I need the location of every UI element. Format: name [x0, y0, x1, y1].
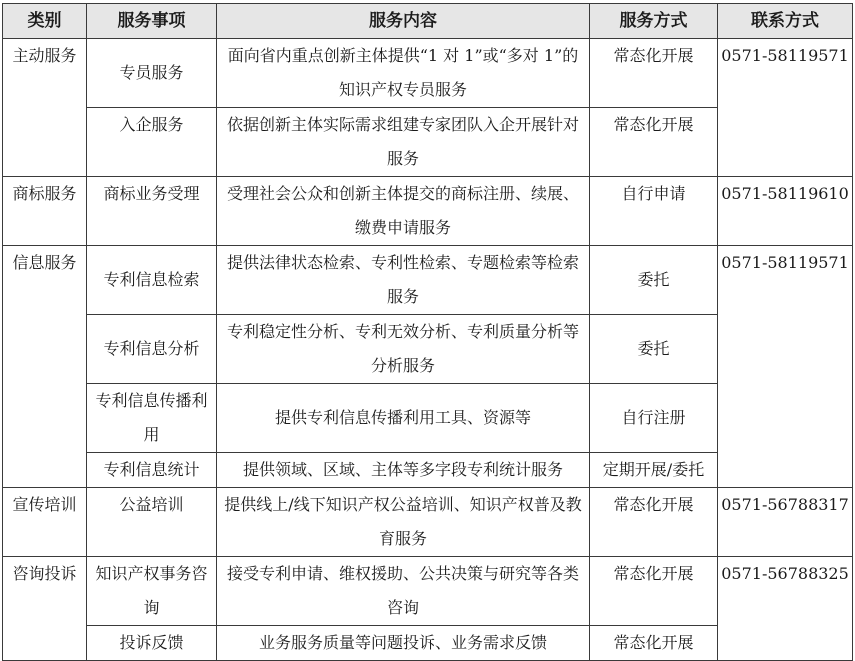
- service-item-cell: 投诉反馈: [87, 626, 217, 661]
- service-mode-cell: 常态化开展: [590, 557, 718, 626]
- service-content-cell: 受理社会公众和创新主体提交的商标注册、续展、缴费申请服务: [217, 177, 590, 246]
- header-service-mode: 服务方式: [590, 4, 718, 39]
- contact-phone-cell: 0571-58119571: [718, 39, 853, 177]
- table-row: [3, 177, 853, 246]
- service-content-cell: 提供法律状态检索、专利性检索、专题检索等检索服务: [217, 246, 590, 315]
- category-cell: 主动服务: [3, 39, 87, 177]
- service-item-cell: 专利信息分析: [87, 315, 217, 384]
- service-content-cell: 接受专利申请、维权援助、公共决策与研究等各类咨询: [217, 557, 590, 626]
- service-content-cell: 提供线上/线下知识产权公益培训、知识产权普及教育服务: [217, 488, 590, 557]
- service-content-cell: 面向省内重点创新主体提供“1 对 1”或“多对 1”的知识产权专员服务: [217, 39, 590, 108]
- service-mode-cell: 委托: [590, 315, 718, 384]
- header-service-content: 服务内容: [217, 4, 590, 39]
- service-mode-cell: 常态化开展: [590, 39, 718, 108]
- service-content-cell: 提供专利信息传播利用工具、资源等: [217, 384, 590, 453]
- header-category: 类别: [3, 4, 87, 39]
- table-row: [3, 488, 853, 557]
- service-mode-cell: 委托: [590, 246, 718, 315]
- service-mode-cell: 定期开展/委托: [590, 453, 718, 488]
- table-row: [3, 246, 853, 315]
- service-item-cell: 专利信息检索: [87, 246, 217, 315]
- table-row: [3, 39, 853, 108]
- contact-phone-cell: 0571-58119610: [718, 177, 853, 246]
- service-item-cell: 商标业务受理: [87, 177, 217, 246]
- header-service-item: 服务事项: [87, 4, 217, 39]
- contact-phone-cell: 0571-56788317: [718, 488, 853, 557]
- services-table: [2, 3, 853, 661]
- service-content-cell: 专利稳定性分析、专利无效分析、专利质量分析等分析服务: [217, 315, 590, 384]
- service-mode-cell: 自行注册: [590, 384, 718, 453]
- service-mode-cell: 常态化开展: [590, 108, 718, 177]
- contact-phone-cell: 0571-58119571: [718, 246, 853, 488]
- service-content-cell: 业务服务质量等问题投诉、业务需求反馈: [217, 626, 590, 661]
- service-mode-cell: 常态化开展: [590, 626, 718, 661]
- service-mode-cell: 常态化开展: [590, 488, 718, 557]
- header-contact: 联系方式: [718, 4, 853, 39]
- service-item-cell: 公益培训: [87, 488, 217, 557]
- service-item-cell: 专利信息统计: [87, 453, 217, 488]
- category-cell: 咨询投诉: [3, 557, 87, 661]
- category-cell: 信息服务: [3, 246, 87, 488]
- header-row: [3, 4, 853, 39]
- service-item-cell: 入企服务: [87, 108, 217, 177]
- service-mode-cell: 自行申请: [590, 177, 718, 246]
- service-item-cell: 专员服务: [87, 39, 217, 108]
- contact-phone-cell: 0571-56788325: [718, 557, 853, 661]
- table-row: [3, 557, 853, 626]
- category-cell: 宣传培训: [3, 488, 87, 557]
- service-content-cell: 依据创新主体实际需求组建专家团队入企开展针对服务: [217, 108, 590, 177]
- service-item-cell: 专利信息传播利用: [87, 384, 217, 453]
- category-cell: 商标服务: [3, 177, 87, 246]
- service-item-cell: 知识产权事务咨询: [87, 557, 217, 626]
- service-content-cell: 提供领域、区域、主体等多字段专利统计服务: [217, 453, 590, 488]
